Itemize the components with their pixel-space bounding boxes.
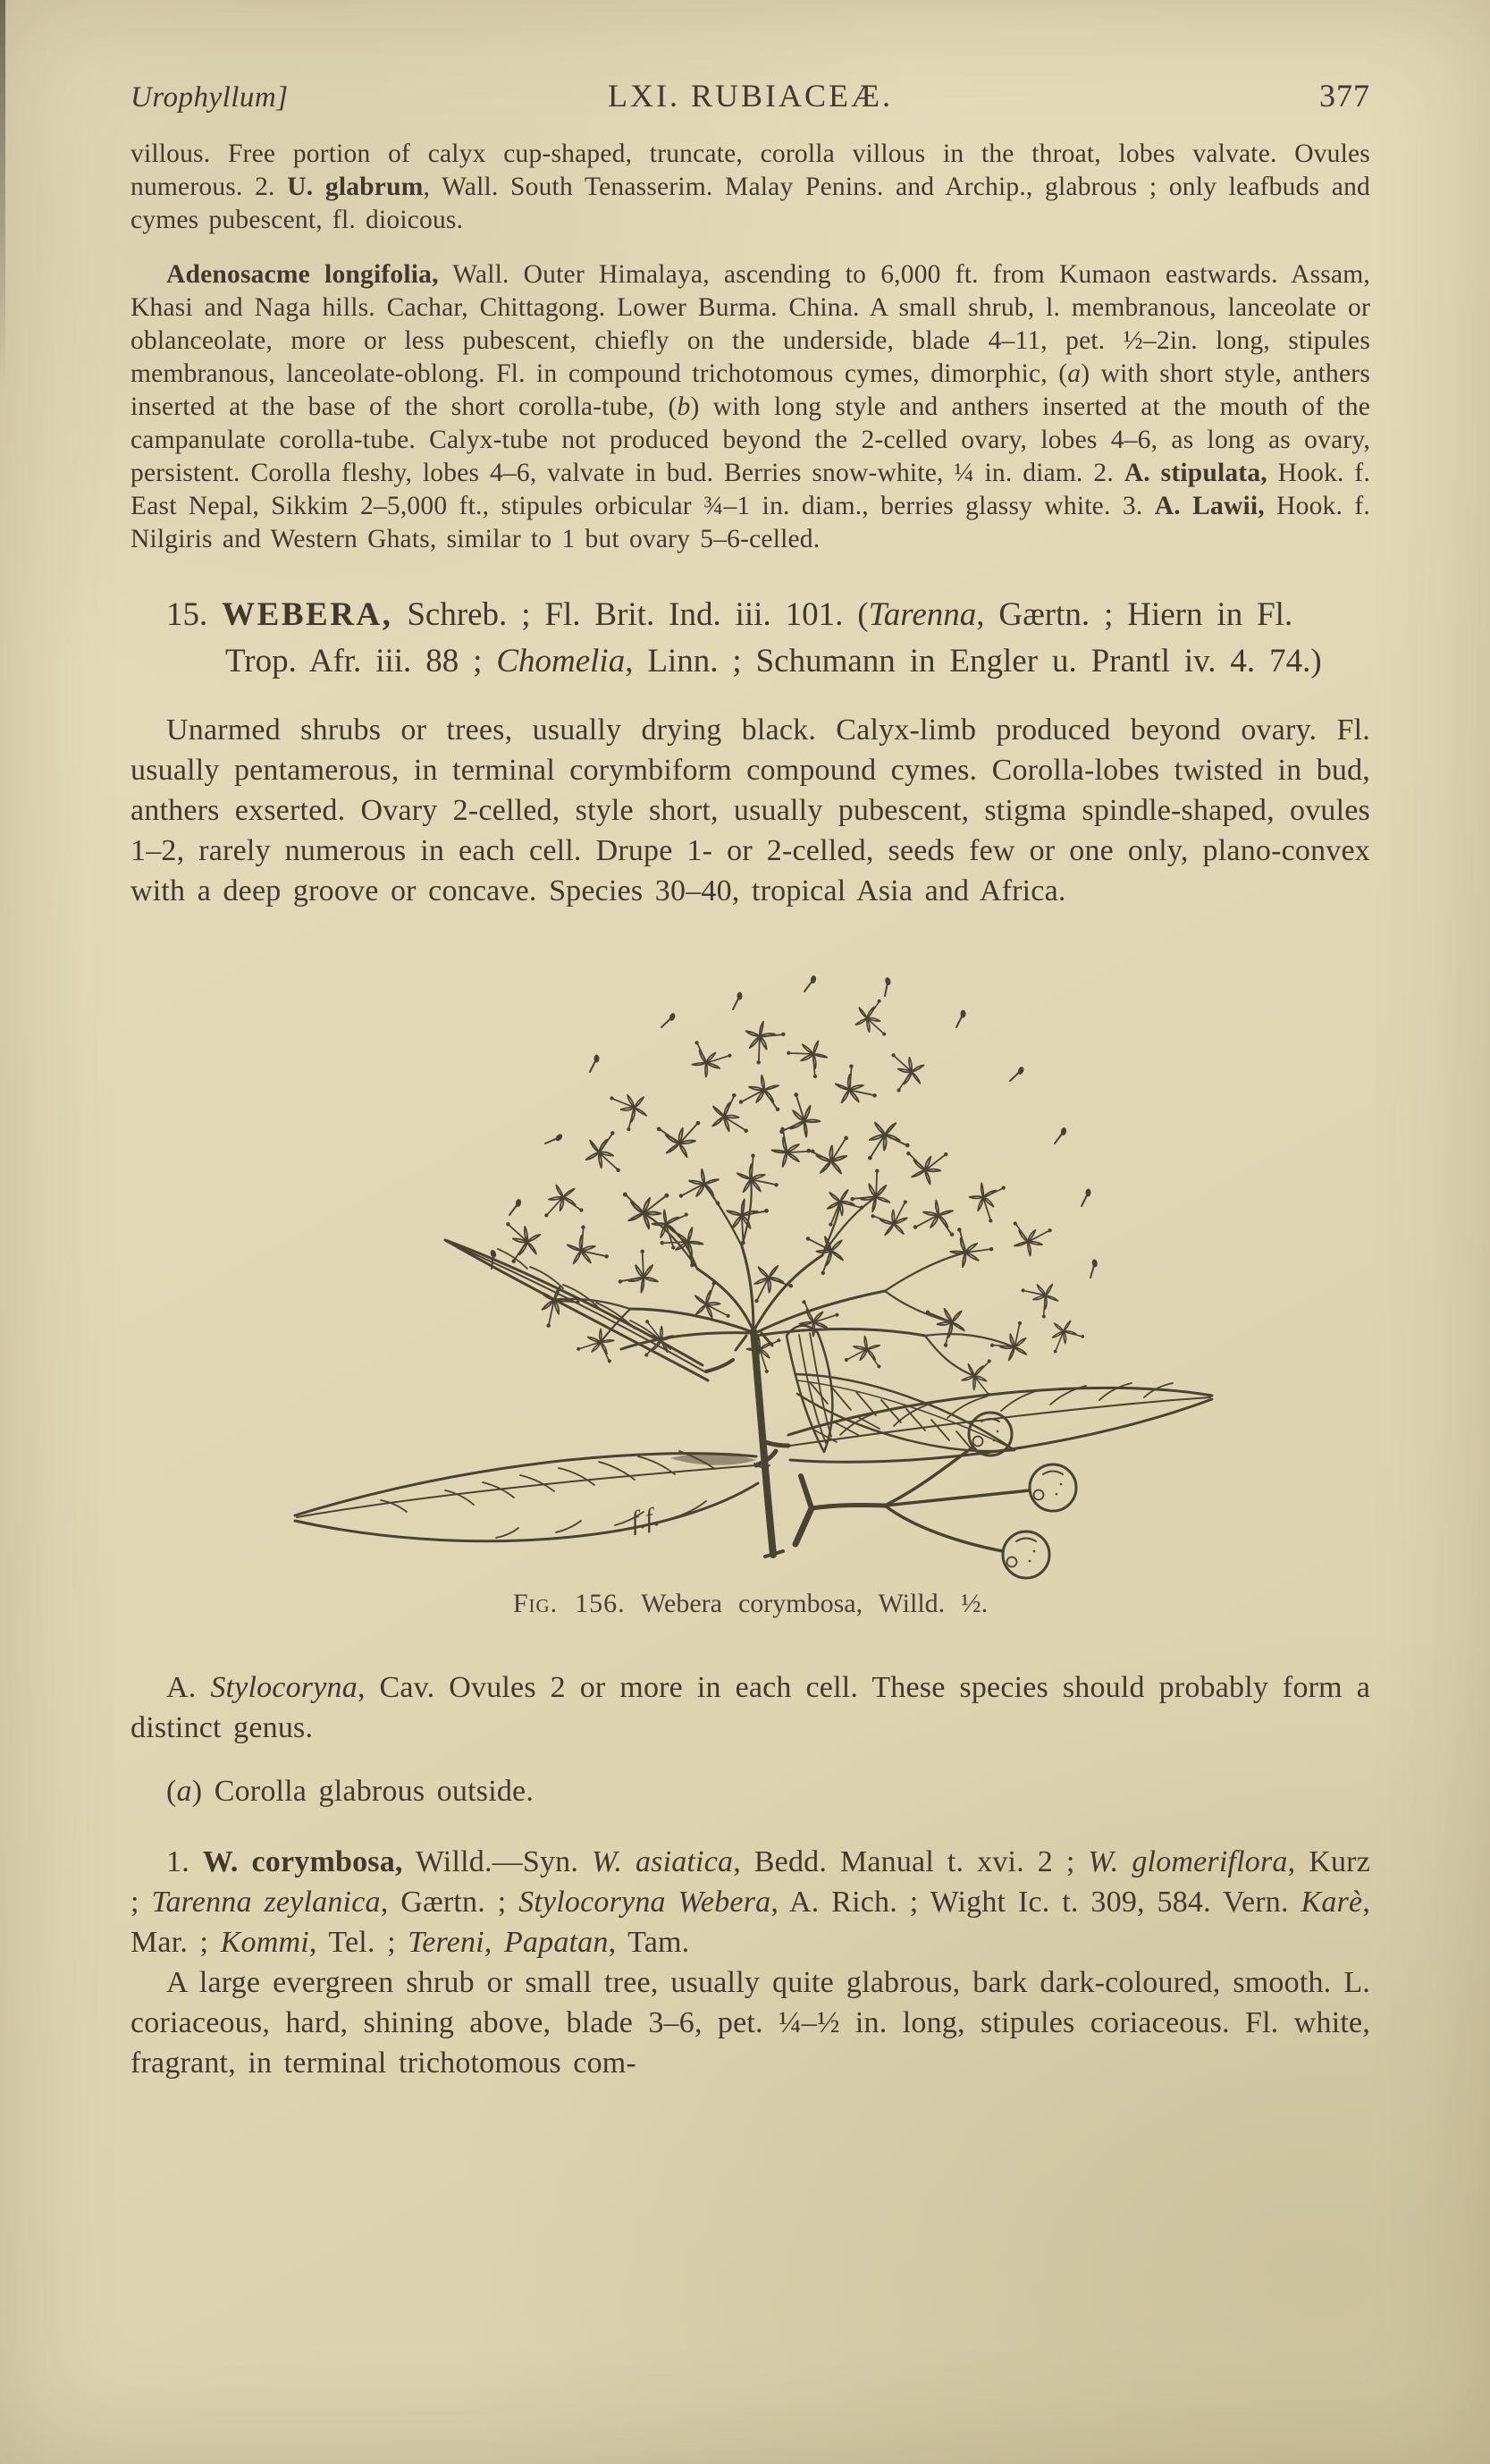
genus-heading-webera: 15. WEBERA, Schreb. ; Fl. Brit. Ind. iii. 101. (Tarenna, Gærtn. ; Hiern in Fl. Trop. Afr. iii. 88 ; Chomelia, Linn. ; Schumann in Engler u. Prantl iv. 4. 74.)	[166, 596, 1322, 679]
berry	[1003, 1532, 1049, 1578]
section-a-subheading: (a) Corolla glabrous outside.	[166, 1775, 535, 1808]
berry-twig	[796, 1413, 1076, 1578]
section-a-note: A. Stylocoryna, Cav. Ovules 2 or more in each cell. These species should probably form a distinct genus.	[130, 1671, 1370, 1744]
leaf-lower-left	[295, 1451, 776, 1541]
figure-caption: Fig. 156. Webera corymbosa, Willd. ½.	[512, 1589, 989, 1618]
genus-description: Unarmed shrubs or trees, usually drying black. Calyx-limb produced beyond ovary. Fl. usually pentamerous, in terminal corymbiform compound cymes. Corolla-lobes twisted in bud, anthers exserted. Ovary 2-celled, style short, usually pubescent, stigma spindle-shaped, ovules 1–2, rarely numerous in each cell. Drupe 1- or 2-celled, seeds few or one only, plano-convex with a deep groove or concave. Species 30–40, tropical Asia and Africa.	[130, 713, 1370, 907]
figure-156	[259, 929, 1242, 1619]
paragraph-adenosacme: Adenosacme longifolia, Wall. Outer Himalaya, ascending to 6,000 ft. from Kumaon eastwards. Assam, Khasi and Naga hills. Cachar, Chittagong. Lower Burma. China. A small shrub, l. membranous, lanceolate or oblanceolate, more or less pubescent, chiefly on the underside, blade 4–11, pet. ½–2in. long, stipules membranous, lanceolate-oblong. Fl. in compound trichotomous cymes, dimorphic, (a) with short style, anthers inserted at the base of the short corolla-tube, (b) with long style and anthers inserted at the mouth of the campanulate corolla-tube. Calyx-tube not produced beyond the 2-celled ovary, lobes 4–6, as long as ovary, persistent. Corolla fleshy, lobes 4–6, valvate in bud. Berries snow-white, ¼ in. diam. 2. A. stipulata, Hook. f. East Nepal, Sikkim 2–5,000 ft., stipules orbicular ¾–1 in. diam., berries glassy white. 3. A. Lawii, Hook. f. Nilgiris and Western Ghats, similar to 1 but ovary 5–6-celled.	[130, 260, 1371, 553]
paragraph-urophyllum-continuation: villous. Free portion of calyx cup-shaped, truncate, corolla villous in the throat, lobes valvate. Ovules numerous. 2. U. glabrum, Wall. South Tenasserim. Malay Penins. and Archip., glabrous ; only leafbuds and cymes pubescent, fl. dioicous.	[130, 139, 1370, 234]
botanical-illustration	[259, 929, 1242, 1582]
artist-mark: f.f.	[627, 1501, 661, 1536]
species-1-synonyms: 1. W. corymbosa, Willd.—Syn. W. asiatica, Bedd. Manual t. xvi. 2 ; W. glomeriflora, Kurz ; Tarenna zeylanica, Gærtn. ; Stylocoryna Webera, A. Rich. ; Wight Ic. t. 309, 584. Vern. Karè, Mar. ; Kommi, Tel. ; Tereni, Papatan, Tam.	[130, 1845, 1371, 1959]
flower-cluster	[485, 975, 1099, 1397]
species-1-description: A large evergreen shrub or small tree, usually quite glabrous, bark dark-coloured, smooth. L. coriaceous, hard, shining above, blade 3–6, pet. ¼–½ in. long, stipules coriaceous. Fl. white, fragrant, in terminal trichotomous com-	[130, 1966, 1370, 2080]
page-number: 377	[1319, 78, 1370, 114]
running-header-title: LXI. RUBIACEÆ.	[608, 78, 893, 114]
running-header	[130, 77, 1370, 114]
berry	[1030, 1464, 1076, 1511]
running-header-genus: Urophyllum]	[130, 81, 289, 114]
